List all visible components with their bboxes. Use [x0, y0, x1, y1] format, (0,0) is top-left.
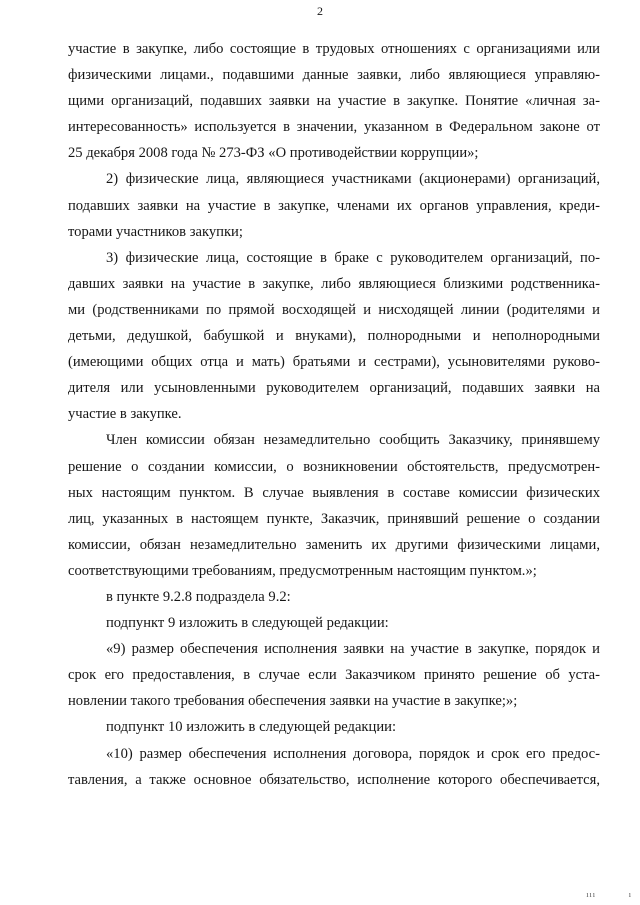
text-line: в пункте 9.2.8 подраздела 9.2: — [106, 588, 291, 605]
text-line: ных настоящим пунктом. В случае выявления в составе комиссии физических — [68, 484, 600, 501]
text-line: ми (родственниками по прямой восходящей и нисходящей линии (родителями и — [68, 301, 600, 318]
scan-mark: ı — [628, 890, 632, 899]
paragraph — [68, 584, 600, 610]
paragraph — [68, 166, 600, 244]
paragraph — [68, 714, 600, 740]
text-line: 3) физические лица, состоящие в браке с руководителем организаций, по- — [106, 249, 600, 266]
text-line: комиссии, обязан незамедлительно заменить их другими физическими лицами, — [68, 536, 600, 553]
text-line: новлении такого требования обеспечения заявки на участие в закупке;»; — [68, 693, 518, 710]
text-line: давших заявки на участие в закупке, либо являющиеся близкими родственника- — [68, 275, 600, 292]
text-line: торами участников закупки; — [68, 223, 243, 240]
text-line: интересованность» используется в значении, указанном в Федеральном законе от — [68, 119, 600, 136]
paragraph — [68, 636, 600, 714]
text-line: 2) физические лица, являющиеся участниками (акционерами) организаций, — [106, 171, 600, 188]
text-line: лиц, указанных в настоящем пункте, Заказчик, принявший решение о создании — [68, 510, 600, 527]
text-line: участие в закупке. — [68, 406, 182, 423]
text-line: решение о создании комиссии, о возникновении обстоятельств, предусмотрен- — [68, 458, 600, 475]
text-line: 25 декабря 2008 года № 273-ФЗ «О противодействии коррупции»; — [68, 145, 479, 162]
paragraph — [68, 610, 600, 636]
paragraph — [68, 741, 600, 793]
page-number: 2 — [317, 4, 323, 18]
text-line: подпункт 9 изложить в следующей редакции: — [106, 615, 389, 632]
text-line: тавления, а также основное обязательство, исполнение которого обеспечивается, — [68, 771, 600, 788]
text-line: «10) размер обеспечения исполнения договора, порядок и срок его предос- — [106, 745, 600, 762]
text-line: Член комиссии обязан незамедлительно сообщить Заказчику, принявшему — [106, 432, 600, 449]
document-body — [68, 36, 600, 793]
text-line: щими организаций, подавших заявки на участие в закупке. Понятие «личная за- — [68, 93, 600, 110]
paragraph — [68, 245, 600, 428]
paragraph — [68, 36, 600, 166]
text-line: дителя или усыновленными руководителем организаций, подавших заявки на — [68, 380, 600, 397]
text-line: (имеющими общих отца и мать) братьями и сестрами), усыновителями руково- — [68, 354, 600, 371]
text-line: срок его предоставления, в случае если Заказчиком принято решение об уста- — [68, 667, 600, 684]
paragraph — [68, 427, 600, 584]
text-line: соответствующими требованиям, предусмотренным настоящим пунктом.»; — [68, 562, 537, 579]
text-line: «9) размер обеспечения исполнения заявки на участие в закупке, порядок и — [106, 641, 600, 658]
text-line: подпункт 10 изложить в следующей редакции: — [106, 719, 397, 736]
scan-mark: ııı — [586, 890, 596, 899]
text-line: участие в закупке, либо состоящие в трудовых отношениях с организациями или — [68, 41, 600, 57]
text-line: подавших заявки на участие в закупке, членами их органов управления, креди- — [68, 197, 600, 214]
text-line: детьми, дедушкой, бабушкой и внуками), полнородными и неполнородными — [68, 328, 600, 345]
text-line: физическими лицами., подавшими данные заявки, либо являющиеся управляю- — [68, 67, 600, 84]
